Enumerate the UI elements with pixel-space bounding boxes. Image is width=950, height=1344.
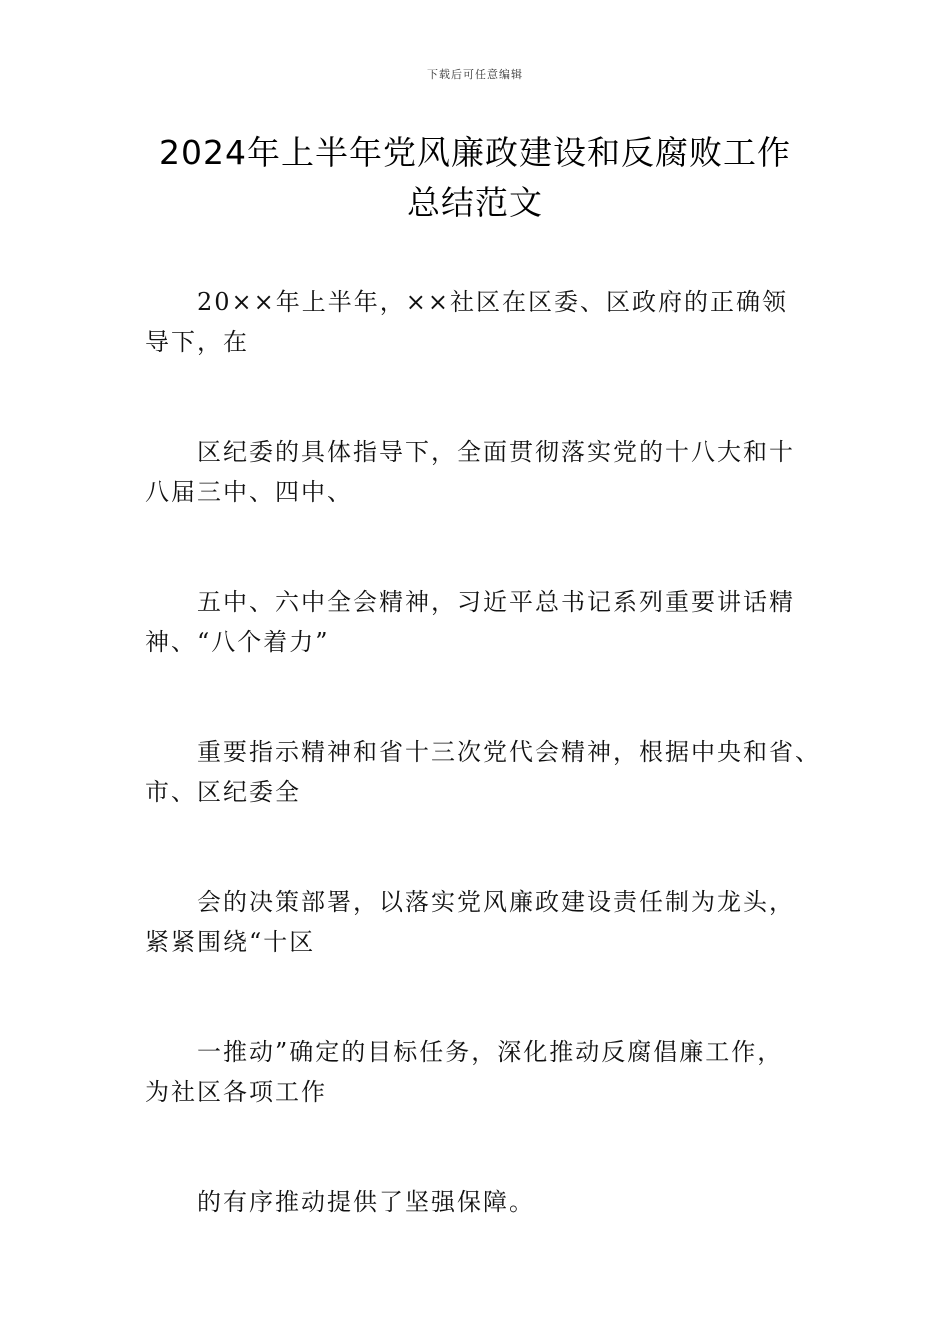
header-note: 下载后可任意编辑 — [427, 68, 523, 81]
document-title — [100, 128, 850, 228]
paragraph-line: 为社区各项工作 — [145, 1078, 327, 1106]
paragraph-line: 五中、六中全会精神，习近平总书记系列重要讲话精 — [197, 588, 795, 616]
paragraph-2 — [145, 432, 825, 512]
paragraph-line: 20××年上半年，××社区在区委、区政府的正确领 — [197, 288, 788, 316]
document-body — [145, 282, 825, 1292]
paragraph-line: 重要指示精神和省十三次党代会精神，根据中央和省、 — [197, 738, 821, 766]
paragraph-line: 神、“八个着力” — [145, 628, 330, 656]
paragraph-7 — [145, 1182, 825, 1222]
paragraph-line: 导下，在 — [145, 328, 249, 356]
paragraph-line: 紧紧围绕“十区 — [145, 928, 316, 956]
paragraph-line: 八届三中、四中、 — [145, 478, 353, 506]
paragraph-line: 市、区纪委全 — [145, 778, 301, 806]
paragraph-line: 一推动”确定的目标任务，深化推动反腐倡廉工作， — [197, 1038, 784, 1066]
paragraph-3 — [145, 582, 825, 662]
paragraph-6 — [145, 1032, 825, 1112]
title-line-2: 总结范文 — [407, 183, 543, 222]
paragraph-line: 的有序推动提供了坚强保障。 — [197, 1188, 535, 1216]
paragraph-4 — [145, 732, 825, 812]
paragraph-5 — [145, 882, 825, 962]
paragraph-1 — [145, 282, 825, 362]
paragraph-line: 区纪委的具体指导下，全面贯彻落实党的十八大和十 — [197, 438, 795, 466]
paragraph-line: 会的决策部署，以落实党风廉政建设责任制为龙头， — [197, 888, 795, 916]
title-line-1: 2024年上半年党风廉政建设和反腐败工作 — [159, 133, 791, 172]
